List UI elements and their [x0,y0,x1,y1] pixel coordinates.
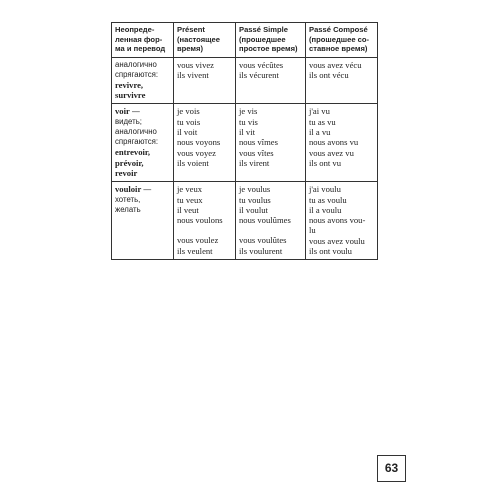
form-line: tu as voulu [309,194,347,205]
form-line: vous vivez [177,59,214,70]
table-header-row [112,23,378,58]
form-line: je veux [177,184,203,195]
header-infinitive [112,23,174,58]
form-line: ils veulent [177,245,213,256]
cell-text: хотеть, [115,195,141,205]
header-present [174,23,236,58]
form-line: vous avez vécu [309,59,362,70]
form-line: il a voulu [309,204,342,215]
form-line: tu vis [239,116,258,127]
form-line: je vis [239,106,258,117]
header-line: ленная фор- [115,34,163,44]
header-line: Passé Composé [309,25,368,34]
present-cell [174,182,236,260]
header-passe-simple [236,23,306,58]
passe-compose-cell [306,104,378,182]
form-line: nous voulons [177,215,223,226]
header-line: Passé Simple [239,25,288,34]
page-number: 63 [377,455,406,482]
form-line: ils voulurent [239,245,283,256]
form-line: ils ont vécu [309,70,349,81]
conjugation-table [111,22,378,260]
form-line: vous voulûtes [239,235,287,246]
header-line: простое время) [239,44,298,54]
header-line: Неопреде- [115,25,155,34]
form-line: vous avez vu [309,147,354,158]
verb-head: vouloir [115,184,142,195]
present-cell [174,57,236,104]
form-line: tu as vu [309,116,336,127]
passe-simple-cell [236,182,306,260]
header-line: (настоящее [177,34,221,44]
table-row [112,104,378,182]
verb-head: voir [115,106,130,117]
header-line: ма и перевод [115,44,166,54]
form-line: tu vois [177,116,201,127]
cell-text: спрягаются: [115,69,159,79]
form-line: lu [309,225,316,236]
table-row [112,182,378,260]
form-line: ils voient [177,157,209,168]
header-line: ставное время) [309,44,368,54]
form-line: vous voulez [177,235,219,246]
form-line: nous avons vu [309,137,359,148]
form-line: tu veux [177,194,203,205]
form-line: il voit [177,126,198,137]
form-line: ils ont vu [309,157,341,168]
header-line: время) [177,44,204,54]
form-line: j'ai voulu [309,184,341,195]
form-line: il vit [239,126,255,137]
cell-text: — [141,185,152,195]
form-line: nous avons vou- [309,215,366,226]
cell-text: видеть; [115,117,142,127]
form-line: vous voyez [177,147,216,158]
header-passe-compose [306,23,378,58]
cell-text: спрягаются: [115,137,159,147]
form-line: il voulut [239,204,268,215]
infinitive-cell [112,104,174,182]
form-line: vous vécûtes [239,59,284,70]
table-row [112,57,378,104]
form-line: ils virent [239,157,270,168]
cell-text: аналогично [115,127,157,137]
header-line: Présent [177,25,205,34]
passe-compose-cell [306,182,378,260]
verb-text: survivre [115,90,146,101]
cell-text: — [129,107,140,117]
present-cell [174,104,236,182]
form-line: ils ont voulu [309,246,352,257]
verb-text: prévoir, [115,157,144,168]
form-line: ils vécurent [239,70,279,81]
cell-text: аналогично [115,59,157,69]
form-line: vous avez voulu [309,235,365,246]
passe-compose-cell [306,57,378,104]
form-line: vous vîtes [239,147,274,158]
header-line: (прошедшее со- [309,34,370,44]
form-line: nous vîmes [239,137,278,148]
verb-text: revoir [115,167,138,178]
form-line: j'ai vu [309,106,330,117]
verb-text: revivre, [115,79,144,90]
infinitive-cell [112,57,174,104]
form-line: tu voulus [239,194,271,205]
form-line: ils vivent [177,70,209,81]
blank-line [239,225,302,235]
passe-simple-cell [236,57,306,104]
header-line: (прошедшее [239,34,286,44]
form-line: je voulus [239,184,271,195]
form-line: il veut [177,204,199,215]
infinitive-cell [112,182,174,260]
cell-text: желать [115,205,141,215]
form-line: il a vu [309,126,331,137]
passe-simple-cell [236,104,306,182]
form-line: nous voyons [177,137,221,148]
verb-text: entrevoir, [115,147,151,158]
form-line: nous voulûmes [239,215,291,226]
form-line: je vois [177,106,200,117]
blank-line [177,225,232,235]
